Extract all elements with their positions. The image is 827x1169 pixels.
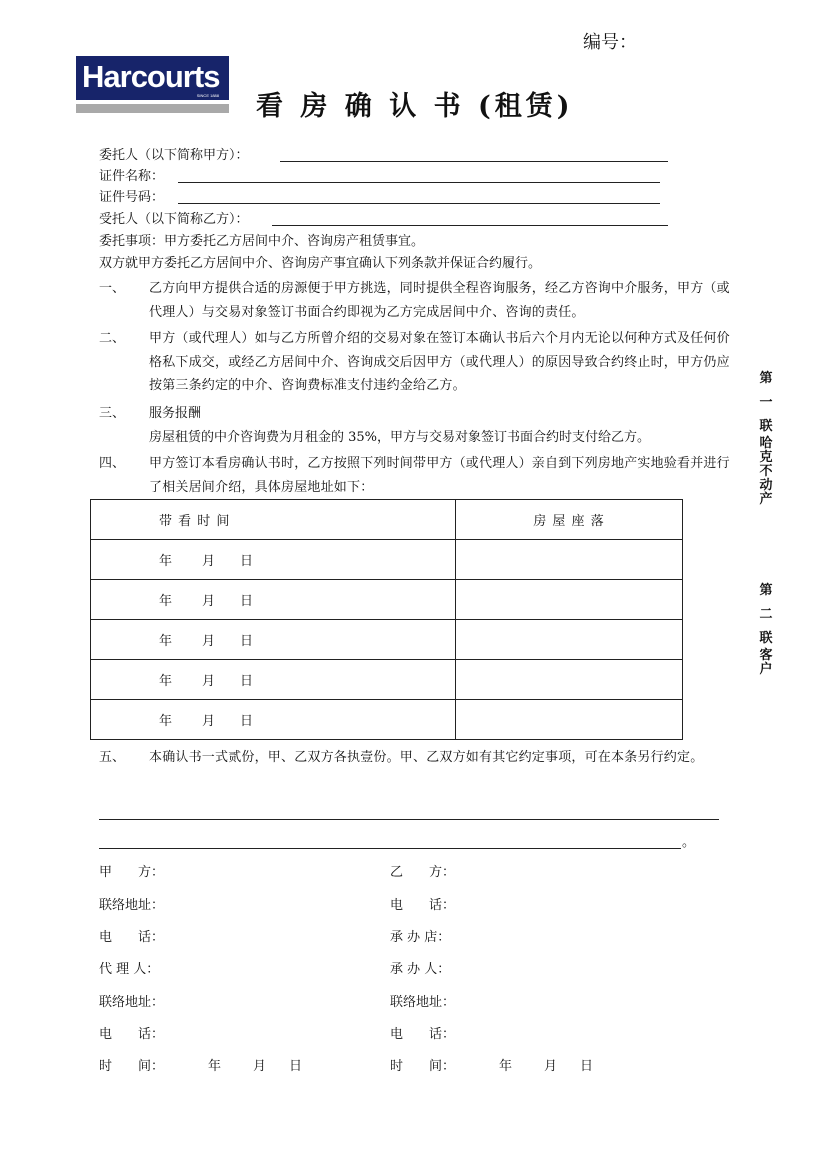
- party-a-date-month: 月: [253, 1059, 267, 1074]
- table-row: [91, 620, 683, 660]
- serial-number-label: 编号：: [583, 32, 637, 53]
- logo-since: SINCE 1888: [196, 93, 219, 98]
- table-row: [91, 660, 683, 700]
- party-b-phone-2-label: 电 话：: [390, 1027, 456, 1042]
- agent-field[interactable]: [272, 225, 668, 226]
- agent-label: 受托人（以下简称乙方）：: [99, 212, 249, 227]
- harcourts-logo: [76, 56, 229, 113]
- extra-terms-period: 。: [682, 835, 696, 850]
- party-b-address-label: 联络地址：: [390, 995, 456, 1010]
- side-label-copy-2-party: 客 户: [759, 648, 773, 677]
- principal-label: 委托人（以下简称甲方）：: [99, 148, 249, 163]
- party-b-date-day: 日: [580, 1059, 594, 1074]
- clause-4-index: 四、: [99, 456, 126, 471]
- id-name-label: 证件名称：: [99, 169, 165, 184]
- party-b-date-month: 月: [544, 1059, 558, 1074]
- clause-3-title: 服务报酬: [149, 406, 202, 421]
- clause-1-index: 一、: [99, 281, 126, 296]
- logo-background: [76, 56, 229, 100]
- id-number-label: 证件号码：: [99, 190, 165, 205]
- table-row: [91, 580, 683, 620]
- property-location-cell[interactable]: [456, 580, 683, 620]
- clause-3-fee-text: 房屋租赁的中介咨询费为月租金的 35%，甲方与交易对象签订书面合约时支付给乙方。: [149, 430, 651, 445]
- representative-phone-label: 电 话：: [99, 1027, 165, 1042]
- party-b-date-year: 年: [499, 1059, 513, 1074]
- extra-terms-line-2[interactable]: [99, 848, 681, 849]
- logo-underbar: [76, 104, 229, 113]
- side-label-copy-1: 第 一 联: [759, 371, 773, 434]
- table-row: [91, 540, 683, 580]
- clause-3-index: 三、: [99, 406, 126, 421]
- party-a-address-label: 联络地址：: [99, 898, 165, 913]
- viewing-date-cell[interactable]: 年 月 日: [91, 700, 456, 740]
- clause-2-text: 甲方（或代理人）如与乙方所曾介绍的交易对象在签订本确认书后六个月内无论以何种方式及任何价格私下成交，或经乙方居间中介、咨询成交后因甲方（或代理人）的原因导致合约终止时，甲方仍应按第三条约定的中介、咨询费标准支付违约金给乙方。: [149, 331, 730, 393]
- viewing-date-cell[interactable]: 年 月 日: [91, 540, 456, 580]
- extra-terms-line-1[interactable]: [99, 819, 719, 820]
- clause-1-text: 乙方向甲方提供合适的房源便于甲方挑选，同时提供全程咨询服务，经乙方咨询中介服务，甲方（或代理人）与交易对象签订书面合约即视为乙方完成居间中介、咨询的责任。: [149, 281, 730, 320]
- handling-store-label: 承 办 店：: [390, 930, 451, 945]
- entrusted-matter: 委托事项：甲方委托乙方居间中介、咨询房产租赁事宜。: [99, 234, 425, 249]
- party-b-label: 乙 方：: [390, 865, 456, 880]
- table-row: [91, 700, 683, 740]
- column-header-property-location: 房 屋 座 落: [456, 500, 683, 540]
- party-a-date-year: 年: [208, 1059, 222, 1074]
- party-a-phone-label: 电 话：: [99, 930, 165, 945]
- representative-label: 代 理 人：: [99, 962, 160, 977]
- intro-statement: 双方就甲方委托乙方居间中介、咨询房产事宜确认下列条款并保证合约履行。: [99, 256, 542, 271]
- id-name-field[interactable]: [178, 182, 660, 183]
- viewing-date-cell[interactable]: 年 月 日: [91, 660, 456, 700]
- clause-4-text: 甲方签订本看房确认书时，乙方按照下列时间带甲方（或代理人）亲自到下列房地产实地验看并进行了相关居间介绍，具体房屋地址如下：: [149, 456, 730, 495]
- property-location-cell[interactable]: [456, 700, 683, 740]
- viewing-date-cell[interactable]: 年 月 日: [91, 620, 456, 660]
- representative-address-label: 联络地址：: [99, 995, 165, 1010]
- property-location-cell[interactable]: [456, 540, 683, 580]
- id-number-field[interactable]: [178, 203, 660, 204]
- party-a-date-label: 时 间：: [99, 1059, 165, 1074]
- party-a-date-day: 日: [289, 1059, 303, 1074]
- clause-5-text: 本确认书一式贰份，甲、乙双方各执壹份。甲、乙双方如有其它约定事项，可在本条另行约定。: [149, 750, 704, 765]
- clause-5-index: 五、: [99, 750, 126, 765]
- principal-field[interactable]: [280, 161, 668, 162]
- column-header-viewing-time: 带 看 时 间: [91, 500, 456, 540]
- party-b-date-label: 时 间：: [390, 1059, 456, 1074]
- property-location-cell[interactable]: [456, 660, 683, 700]
- document-title: 看 房 确 认 书 (租赁): [256, 91, 574, 122]
- viewing-table: [90, 499, 683, 740]
- handler-label: 承 办 人：: [390, 962, 451, 977]
- logo-text: Harcourts: [82, 59, 220, 94]
- party-a-label: 甲 方：: [99, 865, 165, 880]
- clause-2-index: 二、: [99, 331, 126, 346]
- party-b-phone-label: 电 话：: [390, 898, 456, 913]
- property-location-cell[interactable]: [456, 620, 683, 660]
- table-header-row: [91, 500, 683, 540]
- side-label-copy-2: 第 二 联: [759, 583, 773, 646]
- side-label-copy-1-party: 哈 克 不 动 产: [759, 436, 773, 507]
- viewing-date-cell[interactable]: 年 月 日: [91, 580, 456, 620]
